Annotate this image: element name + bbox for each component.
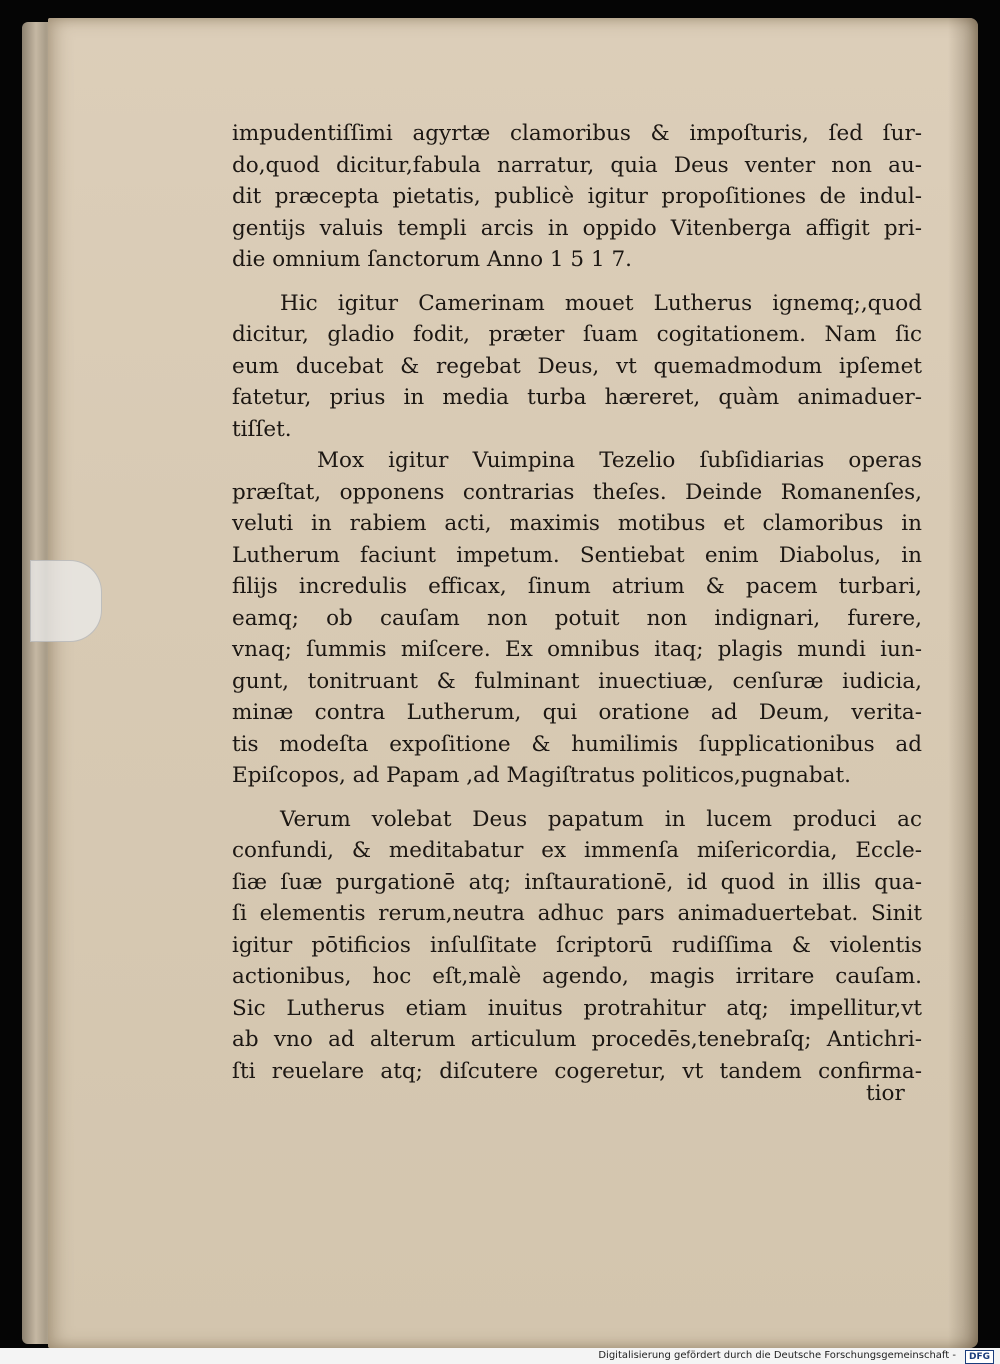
text-line: eum ducebat & regebat Deus, vt quemadmodum ipſemet: [232, 353, 922, 379]
text-line: Hic igitur Camerinam mouet Lutherus ignemq;,quod: [280, 290, 922, 316]
paragraph-1: [232, 118, 922, 276]
page-clip: [30, 560, 102, 642]
text-line: eamq; ob cauſam non potuit non indignari, furere,: [232, 605, 922, 631]
text-line: Lutherum faciunt impetum. Sentiebat enim Diabolus, in: [232, 542, 922, 568]
text-line: Verum volebat Deus papatum in lucem produci ac: [280, 806, 922, 832]
digitization-footer: [0, 1348, 1000, 1364]
text-line: tis modeſta expoſitione & humilimis ſupplicationibus ad: [232, 731, 922, 757]
catchword: tior: [866, 1081, 905, 1106]
text-line: præſtat, opponens contrarias theſes. Deinde Romanenſes,: [232, 479, 922, 505]
paragraph-3: [232, 445, 922, 792]
text-line: igitur pōtificios inſulſitate ſcriptorū rudiſſima & violentis: [232, 932, 922, 958]
text-line: Mox igitur Vuimpina Tezelio ſubſidiarias operas: [317, 448, 922, 473]
text-line: tiſſet.: [232, 416, 292, 442]
text-line: minæ contra Lutherum, qui oratione ad Deum, verita-: [232, 700, 922, 725]
paragraph-2: [232, 288, 922, 446]
text-line: gunt, tonitruant & fulminant inuectiuæ, cenſuræ iudicia,: [232, 668, 922, 694]
page-gutter-shadow: [948, 18, 978, 1348]
text-line: ſiæ ſuæ purgationē atq; inſtaurationē, id quod in illis qua-: [232, 869, 922, 895]
text-line: gentijs valuis templi arcis in oppido Vitenberga affigit pri-: [232, 215, 922, 241]
text-line: Sic Lutherus etiam inuitus protrahitur atq; impellitur,vt: [232, 995, 922, 1021]
text-line: ſti reuelare atq; diſcutere cogeretur, vt tandem confirma-: [232, 1058, 922, 1084]
text-line: fatetur, prius in media turba hæreret, quàm animaduer-: [232, 385, 922, 410]
text-line: dit præcepta pietatis, publicè igitur propoſitiones de indul-: [232, 184, 922, 209]
footer-credit-text: Digitalisierung gefördert durch die Deutsche Forschungsgemeinschaft -: [598, 1350, 956, 1361]
text-line: veluti in rabiem acti, maximis motibus et clamoribus in: [232, 511, 922, 536]
text-line: filijs incredulis efficax, ſinum atrium & pacem turbari,: [232, 574, 922, 599]
text-line: vnaq; ſummis miſcere. Ex omnibus itaq; plagis mundi iun-: [232, 637, 922, 662]
text-line: ab vno ad alterum articulum procedēs,tenebraſq; Antichri-: [232, 1027, 922, 1052]
text-line: ſi elementis rerum,neutra adhuc pars animaduertebat. Sinit: [232, 901, 922, 926]
text-line: do,quod dicitur,fabula narratur, quia Deus venter non au-: [232, 152, 922, 178]
text-line: dicitur, gladio fodit, præter ſuam cogitationem. Nam ſic: [232, 322, 922, 347]
text-line: confundi, & meditabatur ex immenſa miſericordia, Eccle-: [232, 838, 922, 863]
paragraph-4: [232, 804, 922, 1088]
text-line: actionibus, hoc eſt,malè agendo, magis irritare cauſam.: [232, 964, 922, 989]
text-line: Epiſcopos, ad Papam ,ad Magiſtratus politicos,pugnabat.: [232, 763, 851, 788]
text-line: die omnium ſanctorum Anno 1 5 1 7.: [232, 247, 632, 272]
dfg-logo-icon: DFG: [965, 1350, 994, 1364]
text-line: impudentiſſimi agyrtæ clamoribus & impoſturis, ſed ſur-: [232, 121, 922, 146]
page-text: [232, 118, 922, 1087]
